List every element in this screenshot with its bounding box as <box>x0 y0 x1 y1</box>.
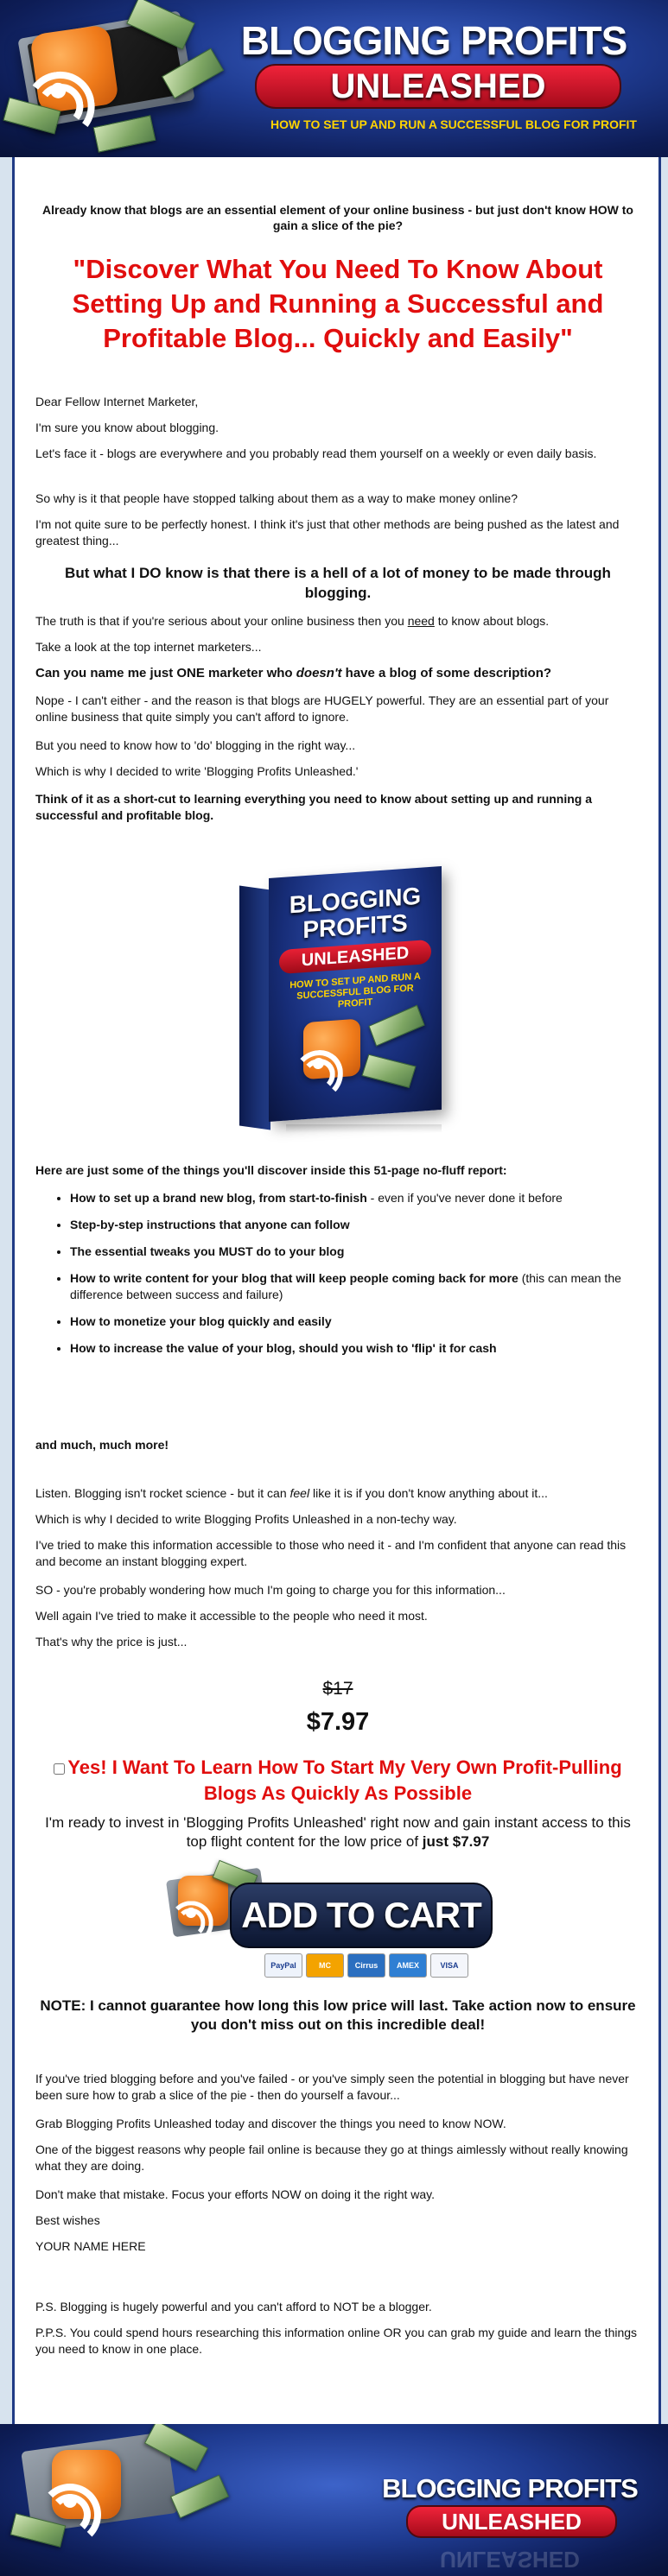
paragraph: Take a look at the top internet marketers... <box>35 640 262 654</box>
payment-card-icon: PayPal <box>264 1953 302 1978</box>
new-price: $7.97 <box>306 1708 370 1736</box>
rss-icon <box>52 2450 121 2519</box>
rss-icon <box>29 24 119 114</box>
paragraph: That's why the price is just... <box>35 1635 188 1649</box>
paragraph: Grab Blogging Profits Unleashed today and discover the things you need to know NOW. <box>35 2117 506 2130</box>
paragraph: But you need to know how to 'do' blogging in the right way... <box>35 738 356 752</box>
paragraph: The truth is that if you're serious about your online business then you need to know about blogs. <box>35 614 550 628</box>
add-to-cart-label: ADD TO CART <box>230 1883 493 1948</box>
footer-title: BLOGGING PROFITS <box>382 2473 638 2503</box>
ebook-title: BLOGGING PROFITS <box>289 882 422 944</box>
headline: "Discover What You Need To Know About Setting Up and Running a Successful and Profitable Blog... Quickly and Easily" <box>72 254 604 353</box>
features-intro: Here are just some of the things you'll discover inside this 51-page no-fluff report: <box>35 1163 507 1177</box>
sign-off: Best wishes <box>35 2213 100 2227</box>
feature-item: • Step-by-step instructions that anyone can follow <box>70 1217 658 1233</box>
paragraph: I'm not quite sure to be perfectly honest. I think it's just that other methods are being pushed as the latest and greatest thing... <box>35 517 620 547</box>
ebook-cover-image <box>234 864 450 1131</box>
feature-item: • How to increase the value of your blog, should you wish to 'flip' it for cash <box>70 1340 658 1357</box>
content-panel <box>12 157 661 2424</box>
header-banner <box>0 0 668 157</box>
feature-item: • How to monetize your blog quickly and easily <box>70 1313 658 1330</box>
intro-text: Already know that blogs are an essential element of your online business - but just don't know HOW to gain a slice of the pie? <box>42 203 633 232</box>
paragraph: I'm sure you know about blogging. <box>35 421 219 434</box>
money-bill-icon <box>170 2475 229 2519</box>
payment-cards <box>264 1953 472 1976</box>
question-paragraph: Can you name me just ONE marketer who doesn't have a blog of some description? <box>35 666 552 680</box>
ebook-tagline: HOW TO SET UP AND RUN A SUCCESSFUL BLOG FOR PROFIT <box>289 971 421 1010</box>
header-title: BLOGGING PROFITS <box>240 18 627 63</box>
features-list <box>35 1190 658 1367</box>
money-bill-icon <box>368 1005 424 1047</box>
paragraph: Think of it as a short-cut to learning everything you need to know about setting up and running a successful and profitable blog. <box>35 792 593 822</box>
features-outro: and much, much more! <box>35 1438 169 1452</box>
footer-banner <box>0 2424 668 2576</box>
order-note: I'm ready to invest in 'Blogging Profits Unleashed' right now and gain instant access to this top flight content for the low price of just $7.97 <box>45 1814 631 1850</box>
urgency-note: NOTE: I cannot guarantee how long this low price will last. Take action now to ensure you don't miss out on this incredible deal! <box>40 1997 636 2033</box>
paragraph: Well again I've tried to make it accessible to the people who need it most. <box>35 1609 428 1623</box>
order-checkbox[interactable] <box>54 1763 65 1775</box>
money-bill-icon <box>361 1054 416 1088</box>
header-subtitle: UNLEASHED <box>255 64 621 109</box>
order-checkbox-row[interactable] <box>35 1755 640 1807</box>
footer-reflection: UNLEASHED <box>440 2547 580 2573</box>
paragraph: So why is it that people have stopped talking about them as a way to make money online? <box>35 491 518 505</box>
money-bill-icon <box>93 115 156 152</box>
paragraph: SO - you're probably wondering how much I'm going to charge you for this information... <box>35 1583 506 1597</box>
feature-item: • How to set up a brand new blog, from start-to-finish - even if you've never done it before <box>70 1190 658 1206</box>
pps-paragraph: P.P.S. You could spend hours researching this information online OR you can grab my guide and learn the things you need to know in one place. <box>35 2326 638 2356</box>
rss-icon <box>303 1019 360 1080</box>
old-price: $17 <box>322 1679 353 1699</box>
ps-paragraph: P.S. Blogging is hugely powerful and you can't afford to NOT be a blogger. <box>35 2300 432 2313</box>
payment-card-icon: AMEX <box>389 1953 427 1978</box>
payment-card-icon: Cirrus <box>347 1953 385 1978</box>
header-tagline: HOW TO SET UP AND RUN A SUCCESSFUL BLOG FOR PROFIT <box>270 117 637 131</box>
feature-item: • The essential tweaks you MUST do to your blog <box>70 1244 658 1260</box>
paragraph: I've tried to make this information accessible to those who need it - and I'm confident that anyone can read this and become an instant blogging expert. <box>35 1538 627 1568</box>
paragraph: Nope - I can't either - and the reason is that blogs are HUGELY powerful. They are an essential part of your online business that quite simply you can't afford to ignore. <box>35 693 609 724</box>
paragraph: Don't make that mistake. Focus your efforts NOW on doing it the right way. <box>35 2187 436 2201</box>
paragraph: Which is why I decided to write Blogging Profits Unleashed in a non-techy way. <box>35 1512 457 1526</box>
add-to-cart-button[interactable] <box>152 1867 524 1979</box>
paragraph: If you've tried blogging before and you've failed - or you've simply seen the potential in blogging but have never been sure how to grab a slice of the pie - then do yourself a favour... <box>35 2072 629 2102</box>
paragraph: One of the biggest reasons why people fail online is because they go at things aimlessly without really knowing what they are doing. <box>35 2142 628 2173</box>
order-checkbox-label: Yes! I Want To Learn How To Start My Very Own Profit-Pulling Blogs As Quickly As Possible <box>67 1756 622 1804</box>
emphasis-paragraph: But what I DO know is that there is a hell of a lot of money to be made through blogging. <box>65 565 611 601</box>
paragraph: Listen. Blogging isn't rocket science - but it can feel like it is if you don't know anything about it... <box>35 1486 548 1500</box>
rss-icon <box>178 1876 228 1926</box>
ebook-subtitle: UNLEASHED <box>279 940 431 974</box>
paragraph: Which is why I decided to write 'Blogging Profits Unleashed.' <box>35 764 359 778</box>
payment-card-icon: MC <box>306 1953 344 1978</box>
footer-subtitle: UNLEASHED <box>406 2505 617 2538</box>
payment-card-icon: VISA <box>430 1953 468 1978</box>
author-name: YOUR NAME HERE <box>35 2239 146 2253</box>
paragraph: Let's face it - blogs are everywhere and you probably read them yourself on a weekly or even daily basis. <box>35 446 597 460</box>
paragraph: Dear Fellow Internet Marketer, <box>35 395 199 408</box>
feature-item: • How to write content for your blog that will keep people coming back for more (this can mean the difference between success and failure) <box>70 1270 658 1303</box>
